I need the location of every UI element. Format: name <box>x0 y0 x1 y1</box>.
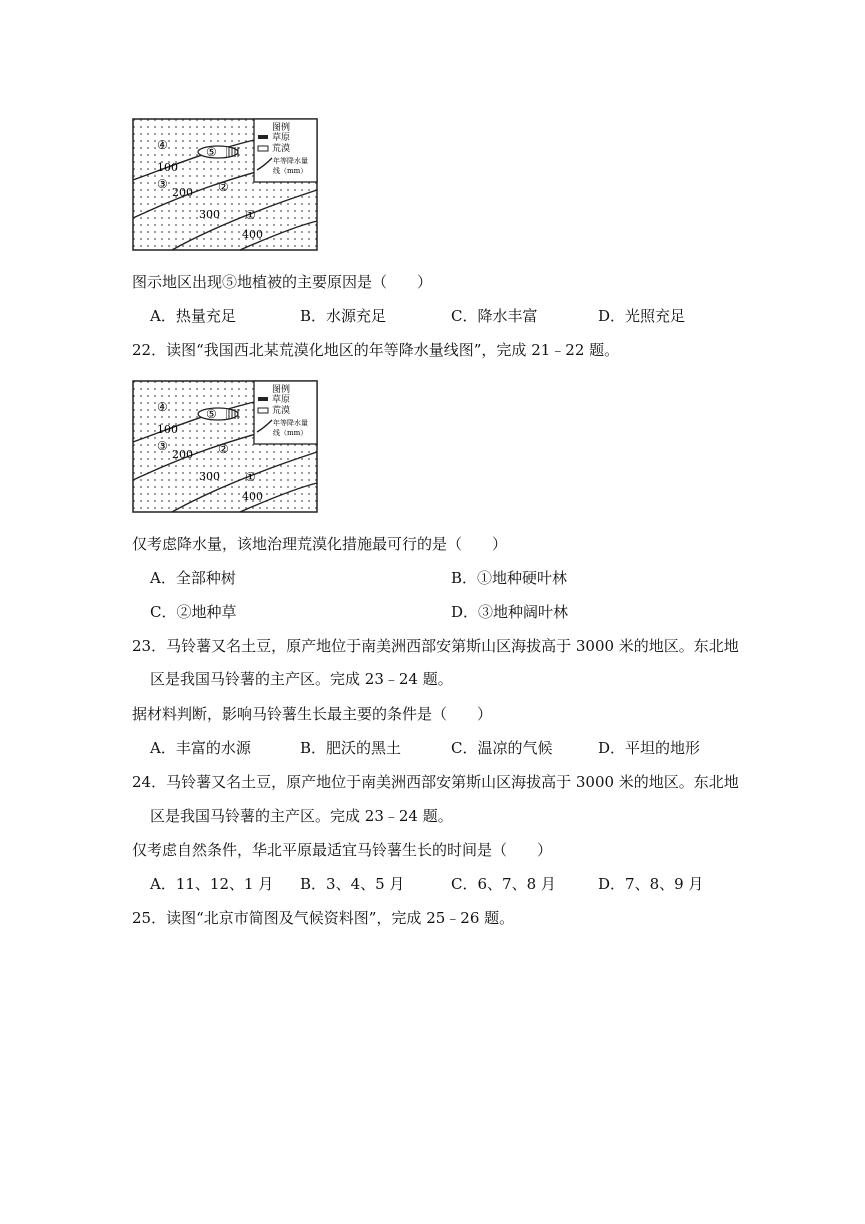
isohyet-map-1 <box>132 118 318 251</box>
region-1-label: ① <box>245 470 256 484</box>
q24-option-a[interactable]: A．11、12、1 月 <box>150 875 274 893</box>
isohyet-label-200: 200 <box>172 448 193 461</box>
legend-grass-swatch <box>258 135 268 139</box>
isohyet-label-300: 300 <box>199 470 220 483</box>
isohyet-map-svg-2 <box>132 380 318 513</box>
q23-option-c[interactable]: C．温凉的气候 <box>451 739 553 757</box>
legend-grass-swatch <box>258 397 268 401</box>
legend-isohyet-label-2: 线（mm） <box>273 167 308 175</box>
isohyet-label-400: 400 <box>242 490 263 503</box>
q22-intro: 22．读图“我国西北某荒漠化地区的年等降水量线图”，完成 21﹣22 题。 <box>132 341 620 359</box>
isohyet-map-2 <box>132 380 318 513</box>
q23-option-b[interactable]: B．肥沃的黑土 <box>300 739 402 757</box>
q22-option-d[interactable]: D．③地种阔叶林 <box>451 603 569 621</box>
legend-desert-label: 荒漠 <box>272 144 291 154</box>
legend-desert-swatch <box>258 408 268 413</box>
region-5-label: ⑤ <box>206 145 217 159</box>
region-3-label: ③ <box>157 177 168 191</box>
q23-option-d[interactable]: D．平坦的地形 <box>598 739 701 757</box>
q24-option-c[interactable]: C．6、7、8 月 <box>451 875 556 893</box>
q24-intro-line2: 区是我国马铃薯的主产区。完成 23﹣24 题。 <box>150 807 453 825</box>
region-2-label: ② <box>218 442 229 456</box>
q23-intro-line1: 23．马铃薯又名土豆，原产地位于南美洲西部安第斯山区海拔高于 3000 米的地区。东北地 <box>132 637 739 655</box>
q23-option-a[interactable]: A．丰富的水源 <box>150 739 251 757</box>
legend-desert-swatch <box>258 146 268 151</box>
q22-option-b[interactable]: B．①地种硬叶林 <box>451 569 568 587</box>
q21-option-a[interactable]: A．热量充足 <box>150 307 236 325</box>
region-4-label: ④ <box>157 138 168 152</box>
q21-option-b[interactable]: B．水源充足 <box>300 307 387 325</box>
q23-stem: 据材料判断，影响马铃薯生长最主要的条件是（ ） <box>132 705 493 723</box>
legend-grass-label: 草原 <box>272 395 291 405</box>
q21-stem: 图示地区出现⑤地植被的主要原因是（ ） <box>132 273 433 291</box>
region-3-label: ③ <box>157 439 168 453</box>
isohyet-label-400: 400 <box>242 228 263 241</box>
q24-intro-line1: 24．马铃薯又名土豆，原产地位于南美洲西部安第斯山区海拔高于 3000 米的地区。东北地 <box>132 773 739 791</box>
region-5-label: ⑤ <box>206 407 217 421</box>
isohyet-label-300: 300 <box>199 208 220 221</box>
isohyet-label-100: 100 <box>157 423 178 436</box>
legend-isohyet-label-1: 年等降水量 <box>273 419 308 427</box>
region-1-label: ① <box>245 208 256 222</box>
grassland-patch <box>226 409 240 419</box>
q23-intro-line2: 区是我国马铃薯的主产区。完成 23﹣24 题。 <box>150 670 453 688</box>
grassland-patch <box>226 147 240 157</box>
legend-title: 图例 <box>272 123 291 133</box>
region-2-label: ② <box>218 180 229 194</box>
q24-option-d[interactable]: D．7、8、9 月 <box>598 875 704 893</box>
q24-option-b[interactable]: B．3、4、5 月 <box>300 875 405 893</box>
legend-grass-label: 草原 <box>272 133 291 143</box>
isohyet-label-100: 100 <box>157 161 178 174</box>
q24-stem: 仅考虑自然条件，华北平原最适宜马铃薯生长的时间是（ ） <box>132 841 553 859</box>
region-4-label: ④ <box>157 400 168 414</box>
q21-option-c[interactable]: C．降水丰富 <box>451 307 538 325</box>
legend-title: 图例 <box>272 385 291 395</box>
legend-desert-label: 荒漠 <box>272 406 291 416</box>
q22-option-a[interactable]: A．全部种树 <box>150 569 236 587</box>
isohyet-map-svg <box>132 118 318 251</box>
q25-intro: 25．读图“北京市简图及气候资料图”，完成 25﹣26 题。 <box>132 909 515 927</box>
q21-option-d[interactable]: D．光照充足 <box>598 307 686 325</box>
q22-stem: 仅考虑降水量，该地治理荒漠化措施最可行的是（ ） <box>132 535 508 553</box>
isohyet-label-200: 200 <box>172 186 193 199</box>
q22-option-c[interactable]: C．②地种草 <box>150 603 237 621</box>
legend-isohyet-label-2: 线（mm） <box>273 429 308 437</box>
legend-isohyet-label-1: 年等降水量 <box>273 157 308 165</box>
